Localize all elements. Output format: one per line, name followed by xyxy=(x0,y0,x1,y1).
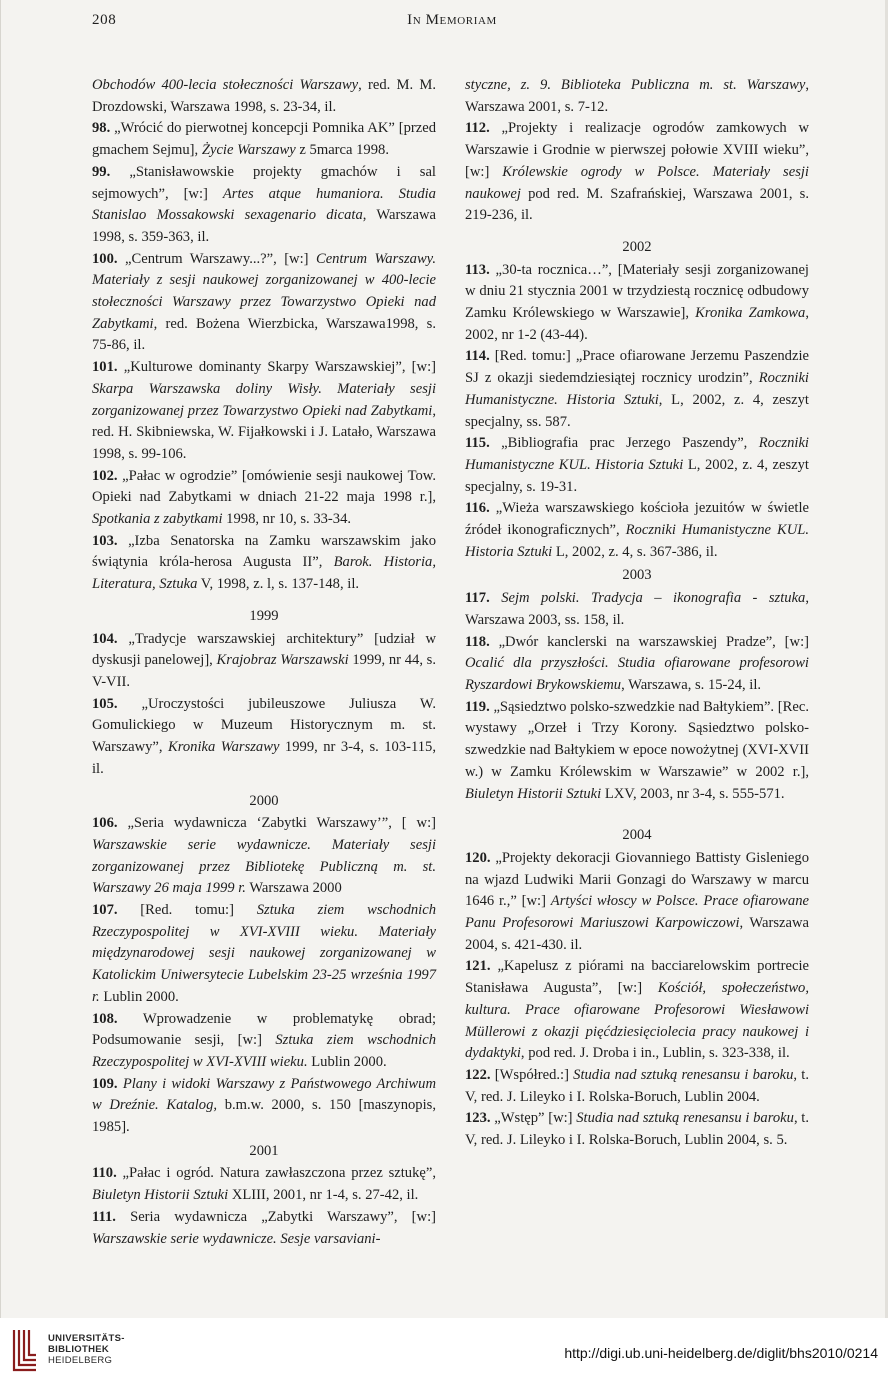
italic-title: Spotkania z zabytkami xyxy=(92,511,223,528)
text-run: „Tradycje warszawskiej architektury” [udział w dyskusji panelowej], xyxy=(92,630,436,669)
bibliography-entry xyxy=(92,118,436,161)
bibliography-entry xyxy=(92,249,436,358)
text-run: , t. V, red. J. Lileyko i I. Rolska-Boruch, Lublin 2004. xyxy=(465,1066,809,1105)
entry-number: 100. xyxy=(92,250,118,267)
text-run: Wprowadzenie w problematykę obrad; Podsumowanie sesji, [w:] xyxy=(92,1010,436,1049)
italic-title: Kościół, społeczeństwo, kultura. Prace ofiarowane Profesorowi Wiesławowi Müllerowi z okazji pięćdziesięciolecia pracy naukowej i dydaktyki xyxy=(465,980,809,1062)
text-run: 1998, nr 10, s. 33-34. xyxy=(222,511,352,528)
text-run: XLIII, 2001, nr 1-4, s. 27-42, il. xyxy=(228,1187,419,1204)
text-run: , red. M. M. Drozdowski, Warszawa 1998, s. 23-34, il. xyxy=(92,77,436,115)
text-run: , Warszawa 2001, s. 7-12. xyxy=(465,77,809,115)
italic-title: Sztuka ziem wschodnich Rzeczypospolitej w XVI-XVIII wieku. xyxy=(92,1032,436,1070)
entry-number: 116. xyxy=(465,500,490,517)
italic-title: Artyści włoscy w Polsce. Prace ofiarowane Panu Profesorowi Mariuszowi Karpowiczowi xyxy=(465,893,809,932)
text-run: „Wrócić do pierwotnej koncepcji Pomnika AK” [przed gmachem Sejmu], xyxy=(92,120,436,159)
bibliography-entry xyxy=(465,118,809,227)
text-run: „Centrum Warszawy...?”, [w:] xyxy=(125,250,316,267)
entry-number: 118. xyxy=(465,633,490,650)
italic-title: Biuletyn Historii Sztuki xyxy=(92,1187,229,1204)
text-run: „Kapelusz z piórami na bacciarelowskim portrecie Stanisława Augusta”, [w:] xyxy=(465,958,809,997)
bibliography-entry xyxy=(465,632,809,697)
running-title: In Memoriam xyxy=(407,12,497,28)
text-run: , t. V, red. J. Lileyko i I. Rolska-Boruch, Lublin 2004, s. 5. xyxy=(465,1110,809,1149)
entry-number: 107. xyxy=(92,902,118,919)
italic-title: Kronika Warszawy xyxy=(168,739,280,756)
entry-number: 106. xyxy=(92,815,118,832)
italic-title: Plany i widoki Warszawy z Państwowego Archiwum w Dreźnie. Katalog, xyxy=(92,1075,436,1114)
bibliography-entry xyxy=(92,900,436,1009)
library-name xyxy=(48,1333,125,1366)
page-number: 208 xyxy=(92,12,117,28)
entry-number: 111. xyxy=(92,1208,116,1225)
italic-title: Warszawskie serie wydawnicze. Sesje varsaviani- xyxy=(92,1230,381,1247)
entry-number: 113. xyxy=(465,261,490,278)
text-run: „Projekty i realizacje ogrodów zamkowych w Warszawie i Grodnie w pierwszej połowie XVIII wieku”, [w:] xyxy=(465,120,809,180)
entry-number: 102. xyxy=(92,467,118,484)
italic-title: Roczniki Humanistyczne KUL. Historia Sztuki xyxy=(465,522,809,560)
bibliography-entry xyxy=(465,848,809,957)
text-run: „Wieża warszawskiego kościoła jezuitów w świetle źródeł ikonograficznych”, xyxy=(465,500,809,539)
bibliography-entry-continued xyxy=(92,75,436,118)
text-run: z 5marca 1998. xyxy=(295,142,389,159)
entry-number: 114. xyxy=(465,348,490,365)
text-run: Warszawa 2000 xyxy=(245,880,342,897)
entry-number: 103. xyxy=(92,532,118,549)
text-run: 1999, nr 44, s. V-VII. xyxy=(92,652,436,690)
entry-number: 117. xyxy=(465,590,490,607)
text-run: Seria wydawnicza „Zabytki Warszawy”, [w:] xyxy=(130,1208,436,1225)
text-run: , red. H. Skibniewska, W. Fijałkowski i J. Latało, Warszawa 1998, s. 99-106. xyxy=(92,402,436,462)
text-run: „Stanisławowskie projekty gmachów i sal sejmowych”, [w:] xyxy=(92,163,436,202)
text-run: „Wstęp” [w:] xyxy=(494,1110,577,1127)
entry-number: 99. xyxy=(92,163,111,180)
year-heading: 2001 xyxy=(249,1142,279,1159)
italic-title: Centrum Warszawy. Materiały z sesji naukowej zorganizowanej w 400-lecie stołeczności Warszawy przez Towarzystwo Opieki nad Zabytkami xyxy=(92,250,436,332)
bibliography-entry xyxy=(465,697,809,806)
italic-title: Życie Warszawy xyxy=(201,142,296,159)
text-run: „Dwór kanclerski na warszawskiej Pradze”, [w:] xyxy=(498,633,809,650)
italic-title: styczne, z. 9. Biblioteka Publiczna m. st. Warszawy xyxy=(465,77,806,93)
italic-title: Kronika Zamkowa xyxy=(695,305,806,322)
text-run: , 2002, nr 1-2 (43-44). xyxy=(465,305,809,343)
italic-title: Skarpa Warszawska doliny Wisły. Materiały sesji zorganizowanej przez Towarzystwo Opieki nad Zabytkami xyxy=(92,380,436,419)
bibliography-entry xyxy=(465,498,809,563)
italic-title: Roczniki Humanistyczne. Historia Sztuki xyxy=(465,370,809,408)
bibliography-entry xyxy=(465,956,809,1065)
text-run: „Seria wydawnicza ‘Zabytki Warszawy’”, [ w:] xyxy=(127,815,436,832)
entry-number: 122. xyxy=(465,1066,491,1083)
entry-number: 101. xyxy=(92,359,118,376)
entry-number: 105. xyxy=(92,695,118,712)
entry-number: 123. xyxy=(465,1110,491,1127)
italic-title: Biuletyn Historii Sztuki xyxy=(465,785,602,802)
year-heading: 2004 xyxy=(622,827,652,844)
text-run: , red. Bożena Wierzbicka, Warszawa1998, s. 75-86, il. xyxy=(92,315,436,354)
text-run: „Uroczystości jubileuszowe Juliusza W. Gomulickiego w Muzeum Historycznym m. st. Warszawy”, xyxy=(92,695,436,756)
italic-title: Sejm polski. Tradycja – ikonografia - sztuka xyxy=(501,590,806,607)
text-run: V, 1998, z. l, s. 137-148, il. xyxy=(197,576,360,593)
entry-number: 109. xyxy=(92,1075,118,1092)
year-heading: 1999 xyxy=(249,607,279,624)
bibliography-entry xyxy=(92,357,436,466)
year-heading: 2000 xyxy=(249,792,279,809)
text-run: „Izba Senatorska na Zamku warszawskim jako świątynia króla-herosa Augusta II”, xyxy=(92,532,436,571)
text-run: b.m.w. 2000, s. 150 [maszynopis, 1985]. xyxy=(92,1097,436,1136)
library-name-line: UNIVERSITÄTS- xyxy=(48,1333,125,1344)
entry-number: 121. xyxy=(465,958,491,975)
text-run: , L, 2002, z. 4, zeszyt specjalny, ss. 587. xyxy=(465,391,809,430)
left-column xyxy=(92,75,436,1250)
entry-number: 112. xyxy=(465,120,490,137)
text-run: , pod red. J. Droba i in., Lublin, s. 323-338, il. xyxy=(520,1045,790,1062)
bibliography-entry xyxy=(92,1074,436,1139)
text-run: [Współred.:] xyxy=(494,1066,574,1083)
footer-bar xyxy=(0,1318,888,1381)
bibliography-entry xyxy=(92,466,436,531)
italic-title: Ocalić dla przyszłości. Studia ofiarowane profesorowi Ryszardowi Brykowskiemu xyxy=(465,655,809,693)
library-logo-icon[interactable] xyxy=(10,1328,40,1372)
bibliography-entry xyxy=(465,260,809,347)
text-run: „Sąsiedztwo polsko-szwedzkie nad Bałtykiem”. [Rec. wystawy „Orzeł i Trzy Korony. Sąsiedztwo polsko-szwedzkie nad Bałtykiem w epoce nowożytnej (XVI-XVII w.) w Zamku Królewskim w Warszawie” w 2002 r.], xyxy=(465,698,809,780)
italic-title: Artes atque humaniora. Studia Stanislao Mossakowski sexagenario dicata xyxy=(92,185,436,224)
text-run: [Red. tomu:] xyxy=(140,902,257,919)
text-run: 1999, nr 3-4, s. 103-115, il. xyxy=(92,739,436,777)
text-run: L, 2002, z. 4, zeszyt specjalny, s. 19-31. xyxy=(465,456,809,495)
italic-title: Krajobraz Warszawski xyxy=(216,652,349,669)
text-run: Lublin 2000. xyxy=(307,1053,387,1070)
right-column xyxy=(465,75,809,1152)
bibliography-entry xyxy=(92,694,436,781)
text-run: , Warszawa, s. 15-24, il. xyxy=(621,676,762,693)
italic-title: Barok. Historia, Literatura, Sztuka xyxy=(92,554,436,593)
bibliography-entry xyxy=(465,1108,809,1151)
year-heading: 2002 xyxy=(622,238,652,255)
italic-title: Obchodów 400-lecia stołeczności Warszawy xyxy=(92,77,359,93)
entry-number: 104. xyxy=(92,630,118,647)
text-run: , Warszawa 2004, s. 421-430. il. xyxy=(465,915,809,953)
text-run: [Red. tomu:] „Prace ofiarowane Jerzemu Paszendzie SJ z okazji siedemdziesiątej rocznicy urodzin”, xyxy=(465,348,809,387)
entry-number: 110. xyxy=(92,1165,117,1182)
bibliography-entry xyxy=(92,1163,436,1206)
text-run: , Warszawa 2003, ss. 158, il. xyxy=(465,590,809,628)
entry-number: 108. xyxy=(92,1010,118,1027)
bibliography-entry xyxy=(92,531,436,596)
library-name-line: BIBLIOTHEK xyxy=(48,1344,110,1355)
text-run: pod red. M. Szafrańskiej, Warszawa 2001, s. 219-236, il. xyxy=(465,185,809,224)
italic-title: Sztuka ziem wschodnich Rzeczypospolitej w XVI-XVIII wieku. Materiały międzynarodowej sesji naukowej zorganizowanej w Katolickim Uniwersytecie Lubelskim 23-25 września 1997 r. xyxy=(92,902,436,1005)
entry-number: 115. xyxy=(465,435,490,452)
text-run: „Bibliografia prac Jerzego Paszendy”, xyxy=(501,435,759,452)
italic-title: Warszawskie serie wydawnicze. Materiały sesji zorganizowanej przez Bibliotekę Publiczną m. st. Warszawy 26 maja 1999 r. xyxy=(92,836,436,897)
italic-title: Roczniki Humanistyczne KUL. Historia Sztuki xyxy=(465,435,809,473)
page-header xyxy=(92,12,812,32)
bibliography-entry xyxy=(92,1207,436,1250)
italic-title: Studia nad sztuką renesansu i baroku xyxy=(576,1110,794,1127)
source-url-link[interactable]: http://digi.ub.uni-heidelberg.de/diglit/bhs2010/0214 xyxy=(564,1345,878,1361)
bibliography-entry xyxy=(465,346,809,433)
italic-title: Królewskie ogrody w Polsce. Materiały sesji naukowej xyxy=(465,163,809,202)
year-heading: 2003 xyxy=(622,567,652,584)
bibliography-entry xyxy=(465,588,809,631)
bibliography-entry xyxy=(92,1009,436,1074)
bibliography-entry xyxy=(92,162,436,249)
library-name-line: HEIDELBERG xyxy=(48,1355,113,1366)
bibliography-entry xyxy=(465,1065,809,1108)
entry-number: 98. xyxy=(92,120,111,137)
text-run: „Projekty dekoracji Giovanniego Battisty Gisleniego na wjazd Ludwiki Marii Gonzagi do Warszawy w marcu 1646 r.,” [w:] xyxy=(465,849,809,910)
bibliography-entry xyxy=(465,433,809,498)
text-run: L, 2002, z. 4, s. 367-386, il. xyxy=(552,543,718,560)
text-run: Lublin 2000. xyxy=(99,988,179,1005)
bibliography-entry xyxy=(92,629,436,694)
text-run: „Kulturowe dominanty Skarpy Warszawskiej”, [w:] xyxy=(123,359,436,376)
text-run: „Pałac w ogrodzie” [omówienie sesji naukowej Tow. Opieki nad Zabytkami w dniach 21-22 maja 1998 r.], xyxy=(92,467,436,506)
page-left-edge xyxy=(0,0,1,1318)
bibliography-entry xyxy=(92,813,436,900)
text-run: LXV, 2003, nr 3-4, s. 555-571. xyxy=(601,785,785,802)
entry-number: 120. xyxy=(465,849,491,866)
text-run: , Warszawa 1998, s. 359-363, il. xyxy=(92,207,436,245)
entry-number: 119. xyxy=(465,698,490,715)
bibliography-entry-continued xyxy=(465,75,809,118)
italic-title: Studia nad sztuką renesansu i baroku xyxy=(573,1066,794,1083)
text-run: „30-ta rocznica…”, [Materiały sesji zorganizowanej w dniu 21 stycznia 2001 w trzydziestą rocznicę odbudowy Zamku Królewskiego w Warszawie], xyxy=(465,261,809,322)
text-run: „Pałac i ogród. Natura zawłaszczona przez sztukę”, xyxy=(122,1165,436,1182)
